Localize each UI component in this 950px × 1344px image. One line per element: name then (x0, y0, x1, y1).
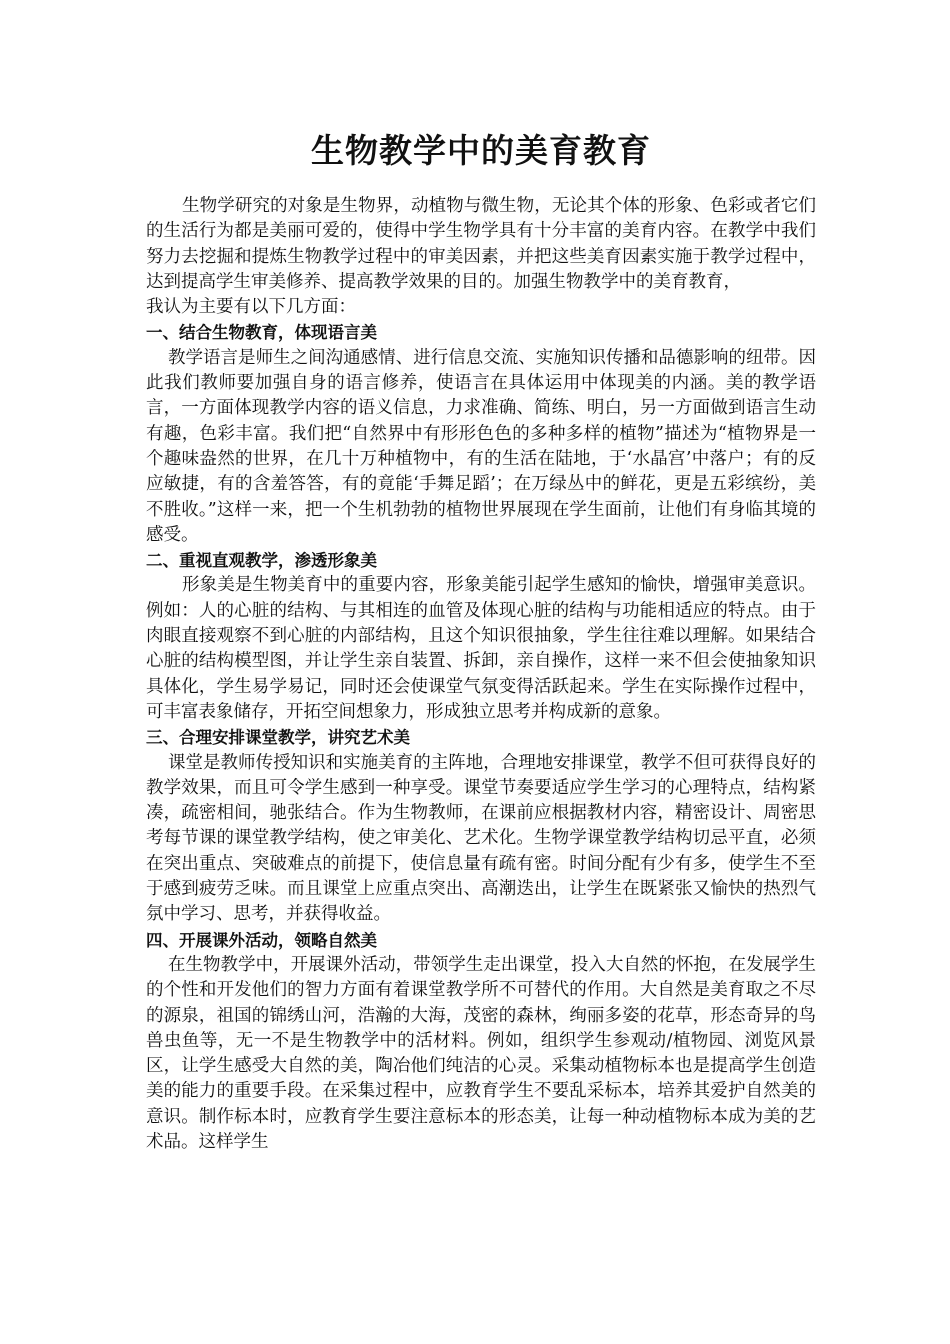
lead-line: 我认为主要有以下几方面： (146, 297, 356, 318)
section-heading-1: 一、结合生物教育，体现语言美 (146, 323, 377, 343)
section-body-2: 形象美是生物美育中的重要内容，形象美能引起学生感知的愉快，增强审美意识。例如：人的心脏的结构、与其相连的血管及体现心脏的结构与功能相适应的特点。由于肉眼直接观察不到心脏的内部结构，且这个知识很抽象，学生往往难以理解。如果结合心脏的结构模型图，并让学生亲自装置、拆卸，亲自操作，这样一来不但会使抽象知识具体化，学生易学易记，同时还会使课堂气氛变得活跃起来。学生在实际操作过程中，可丰富表象储存，开拓空间想象力，形成独立思考并构成新的意象。 (146, 575, 816, 722)
section-body-1: 教学语言是师生之间沟通感情、进行信息交流、实施知识传播和品德影响的纽带。因此我们教师要加强自身的语言修养，使语言在具体运用中体现美的内涵。美的教学语言，一方面体现教学内容的语义信息，力求准确、简练、明白，另一方面做到语言生动有趣，色彩丰富。我们把“自然界中有形形色色的多种多样的植物”描述为“植物界是一个趣味盎然的世界，在几十万种植物中，有的生活在陆地，于‘水晶宫’中落户；有的反应敏捷，有的含羞答答，有的竟能‘手舞足蹈’；在万绿丛中的鲜花，更是五彩缤纷，美不胜收。”这样一来，把一个生机勃勃的植物世界展现在学生面前，让他们有身临其境的感受。 (146, 347, 816, 545)
section-heading-4: 四、开展课外活动，领略自然美 (146, 930, 377, 950)
section-body-3: 课堂是教师传授知识和实施美育的主阵地，合理地安排课堂，教学不但可获得良好的教学效果，而且可令学生感到一种享受。课堂节奏要适应学生学习的心理特点，结构紧凑，疏密相间，驰张结合。作为生物教师，在课前应根据教材内容，精密设计、周密思考每节课的课堂教学结构，使之审美化、艺术化。生物学课堂教学结构切忌平直，必须在突出重点、突破难点的前提下，使信息量有疏有密。时间分配有少有多，使学生不至于感到疲劳乏味。而且课堂上应重点突出、高潮迭出，让学生在既紧张又愉快的热烈气氛中学习、思考，并获得收益。 (146, 752, 816, 925)
document-page (146, 120, 816, 1155)
section-heading-2: 二、重视直观教学，渗透形象美 (146, 551, 377, 571)
document-title: 生物教学中的美育教育 (311, 131, 651, 170)
section-heading-3: 三、合理安排课堂教学，讲究艺术美 (146, 728, 410, 748)
intro-paragraph: 生物学研究的对象是生物界，动植物与微生物，无论其个体的形象、色彩或者它们的生活行为都是美丽可爱的，使得中学生物学具有十分丰富的美育内容。在教学中我们努力去挖掘和提炼生物教学过程中的审美因素，并把这些美育因素实施于教学过程中，达到提高学生审美修养、提高教学效果的目的。加强生物教学中的美育教育， (146, 196, 816, 292)
section-body-4: 在生物教学中，开展课外活动，带领学生走出课堂，投入大自然的怀抱，在发展学生的个性和开发他们的智力方面有着课堂教学所不可替代的作用。大自然是美育取之不尽的源泉，祖国的锦绣山河，浩瀚的大海，茂密的森林，绚丽多姿的花草，形态奇异的鸟兽虫鱼等，无一不是生物教学中的活材料。例如，组织学生参观动/植物园、浏览风景区，让学生感受大自然的美，陶冶他们纯洁的心灵。采集动植物标本也是提高学生创造美的能力的重要手段。在采集过程中，应教育学生不要乱采标本，培养其爱护自然美的意识。制作标本时，应教育学生要注意标本的形态美，让每一种动植物标本成为美的艺术品。这样学生 (146, 954, 816, 1152)
